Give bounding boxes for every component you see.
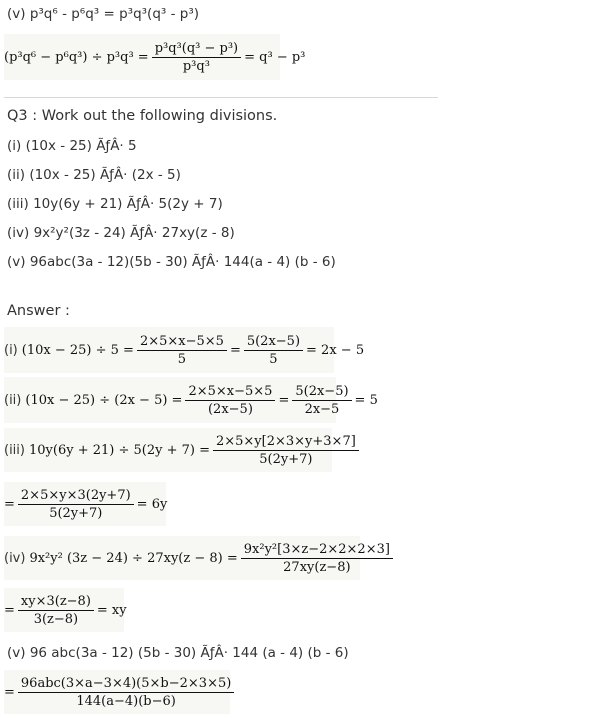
prev-den: p³q³ (182, 58, 210, 74)
answer-v-line: (v) 96 abc(3a - 12) (5b - 30) ÃƒÂ· 144 (a - 4) (b - 6) (7, 645, 349, 661)
q3-item-v: (v) 96abc(3a - 12)(5b - 30) ÃƒÂ· 144(a - 4) (b - 6) (7, 254, 336, 270)
answer-iii-label: (iii) (4, 442, 25, 458)
prev-v-math (4, 34, 306, 80)
answer-v-den: 144(a−4)(b−6) (76, 693, 176, 709)
answer-iv-lhs: 9x²y² (3z − 24) ÷ 27xy(z − 8) = (29, 550, 238, 566)
section-divider (4, 97, 438, 98)
answer-iii-math (4, 428, 356, 472)
answer-i-num2: 5(2x−5) (244, 334, 303, 351)
answer-iv2-eq: = (4, 602, 15, 618)
prev-rhs: = q³ − p³ (244, 49, 306, 65)
q3-item-ii: (ii) (10x - 25) ÃƒÂ· (2x - 5) (7, 167, 181, 183)
answer-v-num: 96abc(3×a−3×4)(5×b−2×3×5) (18, 676, 234, 693)
answer-heading: Answer : (7, 303, 70, 319)
answer-iv2-den: 3(z−8) (33, 611, 79, 627)
answer-ii-eq: = (278, 392, 290, 408)
answer-ii-label: (ii) (4, 392, 22, 408)
answer-i-num1: 2×5×x−5×5 (137, 334, 227, 351)
answer-i-rhs: = 2x − 5 (306, 342, 365, 358)
answer-iv2-rhs: = xy (96, 602, 127, 618)
answer-ii-lhs: (10x − 25) ÷ (2x − 5) = (25, 392, 183, 408)
answer-iv-math (4, 536, 390, 580)
answer-i-math (4, 327, 365, 373)
answer-iv-frac (241, 542, 393, 575)
q3-heading: Q3 : Work out the following divisions. (7, 108, 278, 124)
prev-fraction (152, 41, 241, 74)
answer-iii2-den: 5(2y+7) (49, 505, 103, 521)
prev-num: p³q³(q³ − p³) (152, 41, 241, 58)
answer-iii-frac (213, 434, 359, 467)
prev-v-line: (v) p³q⁶ - p⁶q³ = p³q³(q³ - p³) (7, 6, 199, 22)
answer-iv-num: 9x²y²[3×z−2×2×2×3] (241, 542, 393, 559)
answer-i-lhs: (10x − 25) ÷ 5 = (21, 342, 134, 358)
answer-i-frac1 (137, 334, 227, 367)
q3-item-i: (i) (10x - 25) ÃƒÂ· 5 (7, 138, 137, 154)
answer-iv2-frac (18, 594, 94, 627)
answer-v-eq: = (4, 684, 15, 700)
answer-ii-den2: 2x−5 (304, 401, 340, 417)
answer-iii2-frac (18, 488, 134, 521)
answer-ii-den1: (2x−5) (207, 401, 253, 417)
answer-iii-step2-math (4, 482, 166, 526)
answer-v-frac (18, 676, 234, 709)
answer-ii-num2: 5(2x−5) (292, 384, 351, 401)
q3-item-iii: (iii) 10y(6y + 21) ÃƒÂ· 5(2y + 7) (7, 196, 223, 212)
answer-i-den2: 5 (269, 351, 278, 367)
answer-ii-rhs: = 5 (354, 392, 378, 408)
answer-ii-math (4, 377, 378, 423)
answer-iii-num: 2×5×y[2×3×y+3×7] (213, 434, 359, 451)
answer-iv-label: (iv) (4, 550, 26, 566)
answer-iii2-rhs: = 6y (136, 496, 168, 512)
answer-iii-lhs: 10y(6y + 21) ÷ 5(2y + 7) = (28, 442, 210, 458)
answer-iii2-num: 2×5×y×3(2y+7) (18, 488, 134, 505)
answer-i-den1: 5 (177, 351, 187, 367)
answer-iv2-num: xy×3(z−8) (18, 594, 94, 611)
answer-iii2-eq: = (4, 496, 15, 512)
answer-v-math (4, 670, 230, 714)
answer-i-eq: = (229, 342, 241, 358)
answer-i-label: (i) (4, 342, 18, 358)
prev-lhs: (p³q⁶ − p⁶q³) ÷ p³q³ = (4, 49, 149, 65)
answer-ii-num1: 2×5×x−5×5 (185, 384, 275, 401)
answer-ii-frac1 (185, 384, 275, 417)
q3-item-iv: (iv) 9x²y²(3z - 24) ÃƒÂ· 27xy(z - 8) (7, 225, 235, 241)
answer-iii-den: 5(2y+7) (259, 451, 313, 467)
answer-iv-den: 27xy(z−8) (283, 559, 351, 575)
answer-ii-frac2 (292, 384, 351, 417)
answer-i-frac2 (244, 334, 303, 367)
answer-iv-step2-math (4, 588, 127, 632)
